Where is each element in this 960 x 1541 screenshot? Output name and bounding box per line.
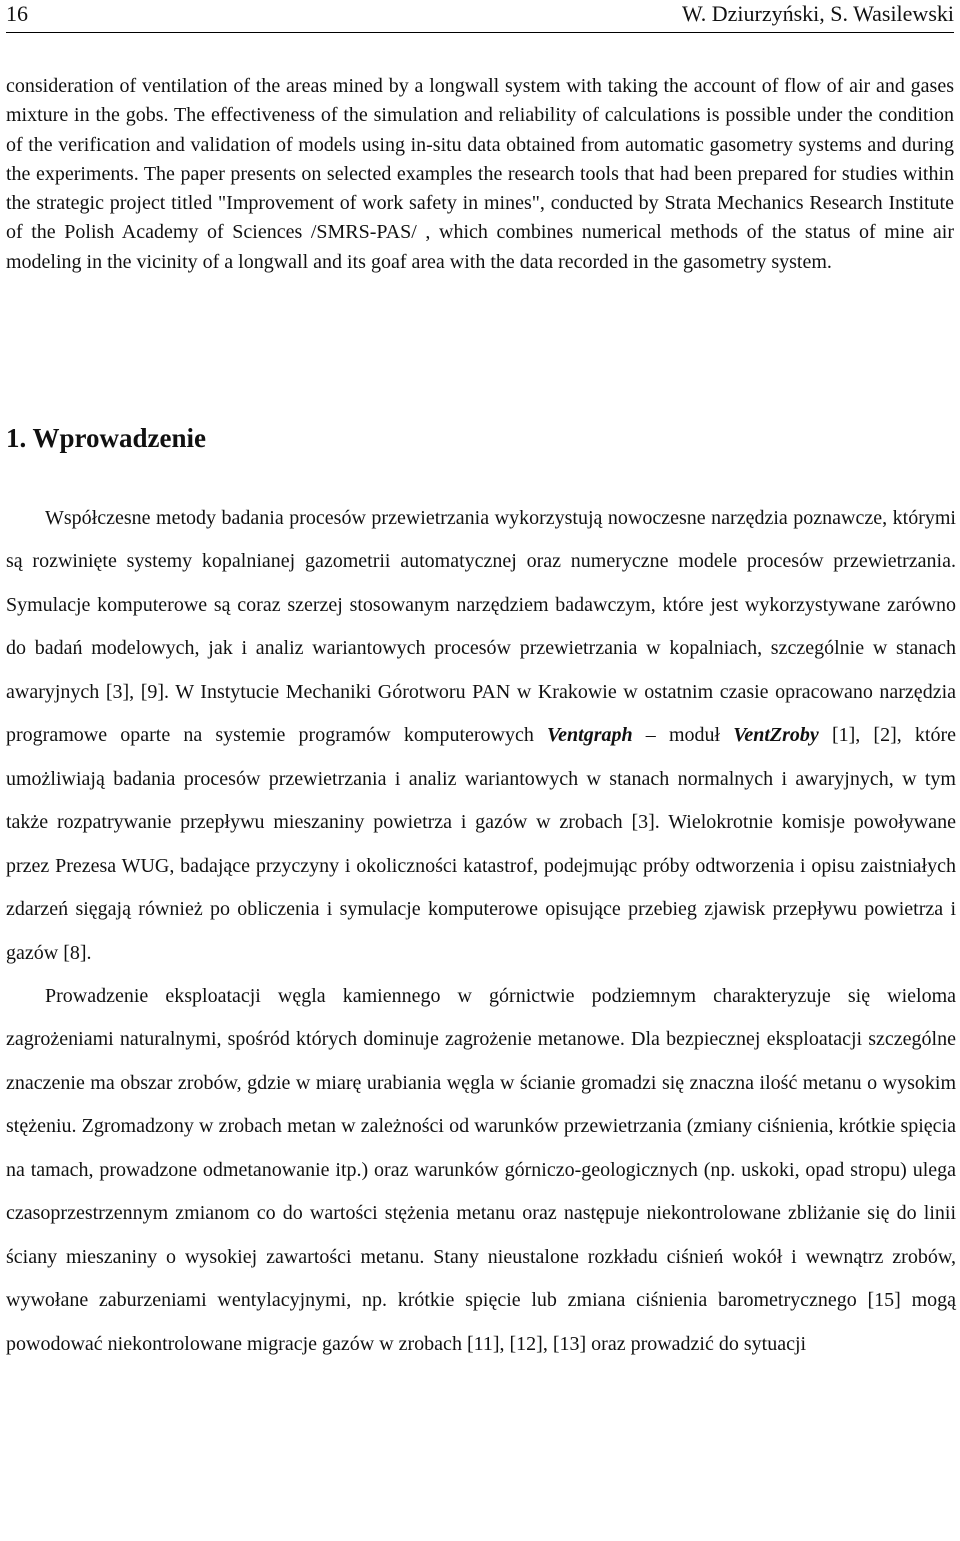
running-header-authors: W. Dziurzyński, S. Wasilewski [682, 1, 954, 26]
running-header [6, 0, 954, 33]
paragraph [6, 497, 956, 975]
paragraph-text: [1], [2], które umożliwiają badania procesów przewietrzania i analiz wariantowych w stanach normalnych i awaryjnych, w tym także rozpatrywanie przepływu mieszaniny powietrza i gazów w zrobach [3]. Wielokrotnie komisje powoływane przez Prezesa WUG, badające przyczyny i okoliczności katastrof, podejmując próby odtworzenia i opisu zaistniałych zdarzeń sięgają również po obliczenia i symulacje komputerowe opisujące przebieg zjawisk przepływu powietrza i gazów [8]. [6, 724, 956, 964]
paragraph: Prowadzenie eksploatacji węgla kamiennego w górnictwie podziemnym charakteryzuje się wieloma zagrożeniami naturalnymi, spośród których dominuje zagrożenie metanowe. Dla bezpiecznej eksploatacji szczególne znaczenie ma obszar zrobów, gdzie w miarę urabiania węgla w ścianie gromadzi się znaczna ilość metanu o wysokim stężeniu. Zgromadzony w zrobach metan w zależności od warunków przewietrzania (zmiany ciśnienia, krótkie spięcia na tamach, prowadzone odmetanowanie itp.) oraz warunków górniczo-geologicznych (np. uskoki, opad stropu) ulega czasoprzestrzennym zmianom co do wartości stężenia metanu oraz następuje niekontrolowane zbliżanie się do linii ściany mieszaniny o wysokiej zawartości metanu. Stany nieustalone rozkładu ciśnień wokół i wewnątrz zrobów, wywołane zaburzeniami wentylacyjnymi, np. krótkie spięcie lub zmiana ciśnienia barometrycznego [15] mogą powodować niekontrolowane migracje gazów w zrobach [11], [12], [13] oraz prowadzić do sytuacji [6, 984, 956, 1355]
paragraph-text: – moduł [632, 724, 734, 747]
software-name: Ventgraph [547, 724, 633, 747]
section-body [6, 497, 956, 1366]
paragraph-text: Współczesne metody badania procesów przewietrzania wykorzystują nowoczesne narzędzia poznawcze, którymi są rozwinięte systemy kopalnianej gazometrii automatycznej oraz numeryczne modele procesów przewietrzania. Symulacje komputerowe są coraz szerzej stosowanym narzędziem badawczym, które jest wykorzystywane zarówno do badań modelowych, jak i analiz wariantowych procesów przewietrzania w kopalniach, szczególnie w stanach awaryjnych [3], [9]. W Instytucie Mechaniki Górotworu PAN w Krakowie w ostatnim czasie opracowano narzędzia programowe oparte na systemie programów komputerowych [6, 507, 956, 747]
abstract-text: consideration of ventilation of the areas mined by a longwall system with taking the account of flow of air and gases mixture in the gobs. The effectiveness of the simulation and reliability of calculations is possible under the condition of the verification and validation of models using in-situ data obtained from automatic gasometry systems and during the experiments. The paper presents on selected examples the research tools that had been prepared for studies within the strategic project titled "Improvement of work safety in mines", conducted by Strata Mechanics Research Institute of the Polish Academy of Sciences /SMRS-PAS/ , which combines numerical methods of the status of mine air modeling in the vicinity of a longwall and its goaf area with the data recorded in the gasometry system. [6, 75, 954, 273]
module-name: VentZroby [733, 724, 819, 747]
section-heading: 1. Wprowadzenie [6, 423, 207, 453]
page-number: 16 [6, 1, 28, 26]
